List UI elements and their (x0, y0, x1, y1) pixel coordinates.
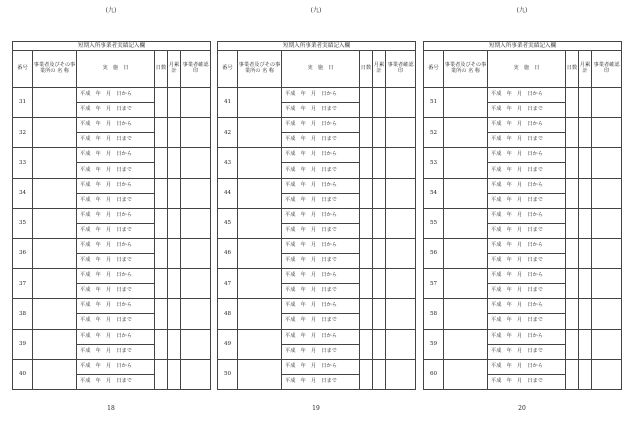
provider-seal-cell[interactable] (181, 88, 211, 118)
record-number: 52 (424, 118, 444, 148)
record-number: 32 (13, 118, 33, 148)
period-to[interactable]: 平成 年 月 日まで (282, 223, 360, 238)
period-from[interactable]: 平成 年 月 日から (488, 359, 566, 374)
table-title: 短期入所事業者実績記入欄 (218, 42, 416, 51)
header-monthly-total: 月累計 (168, 51, 181, 88)
period-from[interactable]: 平成 年 月 日から (282, 329, 360, 344)
header-period: 実 施 日 (488, 51, 566, 88)
monthly-total-cell[interactable] (168, 208, 181, 238)
page-number: 18 (107, 405, 115, 412)
record-number: 37 (13, 269, 33, 299)
days-cell[interactable] (155, 118, 168, 148)
period-to[interactable]: 平成 年 月 日まで (77, 374, 155, 389)
table-row (424, 148, 622, 163)
table-row (218, 118, 416, 133)
table-row (218, 178, 416, 193)
provider-name-cell[interactable] (444, 88, 488, 118)
provider-seal-cell[interactable] (386, 329, 416, 359)
period-from[interactable]: 平成 年 月 日から (77, 88, 155, 103)
provider-seal-cell[interactable] (181, 359, 211, 389)
table-row (218, 329, 416, 344)
provider-name-cell[interactable] (238, 329, 282, 359)
header-number: 番号 (218, 51, 238, 88)
provider-seal-cell[interactable] (386, 118, 416, 148)
period-from[interactable]: 平成 年 月 日から (77, 148, 155, 163)
record-number: 54 (424, 178, 444, 208)
provider-name-cell[interactable] (238, 118, 282, 148)
provider-name-cell[interactable] (444, 299, 488, 329)
monthly-total-cell[interactable] (168, 329, 181, 359)
days-cell[interactable] (360, 329, 373, 359)
header-confirmation-seal: 事業者確認印 (592, 51, 622, 88)
period-from[interactable]: 平成 年 月 日から (77, 359, 155, 374)
provider-seal-cell[interactable] (386, 88, 416, 118)
provider-name-cell[interactable] (33, 359, 77, 389)
table-row (218, 299, 416, 314)
period-to[interactable]: 平成 年 月 日まで (77, 103, 155, 118)
monthly-total-cell[interactable] (168, 299, 181, 329)
provider-seal-cell[interactable] (592, 299, 622, 329)
header-provider: 事業者及びその事業所の 名 称 (444, 51, 488, 88)
table-row (424, 118, 622, 133)
provider-name-cell[interactable] (33, 118, 77, 148)
provider-name-cell[interactable] (238, 178, 282, 208)
provider-seal-cell[interactable] (592, 329, 622, 359)
provider-name-cell[interactable] (444, 118, 488, 148)
monthly-total-cell[interactable] (373, 269, 386, 299)
monthly-total-cell[interactable] (579, 269, 592, 299)
monthly-total-cell[interactable] (579, 148, 592, 178)
days-cell[interactable] (566, 238, 579, 268)
days-cell[interactable] (155, 208, 168, 238)
period-from[interactable]: 平成 年 月 日から (282, 178, 360, 193)
provider-seal-cell[interactable] (181, 238, 211, 268)
form-page (217, 0, 415, 440)
table-row (218, 88, 416, 103)
provider-seal-cell[interactable] (592, 118, 622, 148)
provider-seal-cell[interactable] (181, 118, 211, 148)
provider-name-cell[interactable] (238, 88, 282, 118)
table-row (218, 238, 416, 253)
period-from[interactable]: 平成 年 月 日から (282, 88, 360, 103)
monthly-total-cell[interactable] (373, 88, 386, 118)
header-number: 番号 (424, 51, 444, 88)
header-days: 日数 (360, 51, 373, 88)
record-number: 34 (13, 178, 33, 208)
provider-seal-cell[interactable] (181, 269, 211, 299)
period-to[interactable]: 平成 年 月 日まで (282, 254, 360, 269)
monthly-total-cell[interactable] (579, 118, 592, 148)
days-cell[interactable] (155, 178, 168, 208)
form-page (12, 0, 210, 440)
table-row (424, 238, 622, 253)
table-row (424, 329, 622, 344)
header-period: 実 施 日 (77, 51, 155, 88)
monthly-total-cell[interactable] (373, 118, 386, 148)
record-number: 46 (218, 238, 238, 268)
days-cell[interactable] (155, 238, 168, 268)
header-monthly-total: 月累計 (579, 51, 592, 88)
period-to[interactable]: 平成 年 月 日まで (488, 284, 566, 299)
provider-name-cell[interactable] (444, 269, 488, 299)
provider-seal-cell[interactable] (592, 148, 622, 178)
days-cell[interactable] (155, 299, 168, 329)
period-to[interactable]: 平成 年 月 日まで (77, 344, 155, 359)
record-number: 51 (424, 88, 444, 118)
table-row (218, 148, 416, 163)
monthly-total-cell[interactable] (373, 329, 386, 359)
period-to[interactable]: 平成 年 月 日まで (282, 374, 360, 389)
record-number: 49 (218, 329, 238, 359)
period-from[interactable]: 平成 年 月 日から (488, 238, 566, 253)
period-from[interactable]: 平成 年 月 日から (282, 269, 360, 284)
monthly-total-cell[interactable] (168, 269, 181, 299)
table-row (218, 359, 416, 374)
provider-name-cell[interactable] (238, 148, 282, 178)
days-cell[interactable] (155, 269, 168, 299)
provider-seal-cell[interactable] (181, 178, 211, 208)
record-number: 45 (218, 208, 238, 238)
provider-name-cell[interactable] (33, 299, 77, 329)
period-from[interactable]: 平成 年 月 日から (282, 208, 360, 223)
provider-name-cell[interactable] (238, 238, 282, 268)
monthly-total-cell[interactable] (168, 118, 181, 148)
provider-name-cell[interactable] (33, 329, 77, 359)
days-cell[interactable] (566, 299, 579, 329)
record-number: 39 (13, 329, 33, 359)
header-confirmation-seal: 事業者確認印 (386, 51, 416, 88)
table-row (218, 269, 416, 284)
provider-name-cell[interactable] (33, 269, 77, 299)
header-period: 実 施 日 (282, 51, 360, 88)
provider-name-cell[interactable] (238, 208, 282, 238)
record-number: 53 (424, 148, 444, 178)
provider-seal-cell[interactable] (386, 208, 416, 238)
period-to[interactable]: 平成 年 月 日まで (488, 344, 566, 359)
record-table (423, 41, 622, 390)
monthly-total-cell[interactable] (168, 178, 181, 208)
section-marker: (九) (516, 7, 528, 14)
record-number: 31 (13, 88, 33, 118)
period-to[interactable]: 平成 年 月 日まで (77, 254, 155, 269)
period-from[interactable]: 平成 年 月 日から (282, 148, 360, 163)
days-cell[interactable] (566, 178, 579, 208)
period-to[interactable]: 平成 年 月 日まで (282, 133, 360, 148)
header-provider: 事業者及びその事業所の 名 称 (238, 51, 282, 88)
provider-seal-cell[interactable] (592, 178, 622, 208)
monthly-total-cell[interactable] (579, 359, 592, 389)
period-from[interactable]: 平成 年 月 日から (488, 299, 566, 314)
days-cell[interactable] (155, 148, 168, 178)
period-to[interactable]: 平成 年 月 日まで (488, 223, 566, 238)
table-row (424, 88, 622, 103)
provider-name-cell[interactable] (444, 178, 488, 208)
record-number: 57 (424, 269, 444, 299)
period-from[interactable]: 平成 年 月 日から (77, 238, 155, 253)
provider-seal-cell[interactable] (181, 299, 211, 329)
provider-seal-cell[interactable] (386, 269, 416, 299)
table-row (218, 208, 416, 223)
provider-name-cell[interactable] (444, 148, 488, 178)
period-from[interactable]: 平成 年 月 日から (77, 299, 155, 314)
provider-name-cell[interactable] (33, 238, 77, 268)
record-number: 36 (13, 238, 33, 268)
period-from[interactable]: 平成 年 月 日から (77, 329, 155, 344)
period-from[interactable]: 平成 年 月 日から (282, 118, 360, 133)
period-to[interactable]: 平成 年 月 日まで (488, 133, 566, 148)
days-cell[interactable] (566, 359, 579, 389)
record-number: 50 (218, 359, 238, 389)
monthly-total-cell[interactable] (579, 208, 592, 238)
period-from[interactable]: 平成 年 月 日から (488, 148, 566, 163)
days-cell[interactable] (360, 299, 373, 329)
period-from[interactable]: 平成 年 月 日から (282, 238, 360, 253)
record-number: 55 (424, 208, 444, 238)
provider-name-cell[interactable] (238, 299, 282, 329)
record-number: 60 (424, 359, 444, 389)
table-row (13, 269, 211, 284)
monthly-total-cell[interactable] (579, 238, 592, 268)
period-to[interactable]: 平成 年 月 日まで (282, 103, 360, 118)
record-number: 43 (218, 148, 238, 178)
table-row (13, 238, 211, 253)
days-cell[interactable] (155, 329, 168, 359)
period-from[interactable]: 平成 年 月 日から (488, 208, 566, 223)
monthly-total-cell[interactable] (168, 148, 181, 178)
period-from[interactable]: 平成 年 月 日から (77, 208, 155, 223)
provider-name-cell[interactable] (444, 359, 488, 389)
table-row (424, 359, 622, 374)
period-from[interactable]: 平成 年 月 日から (282, 359, 360, 374)
provider-seal-cell[interactable] (181, 148, 211, 178)
days-cell[interactable] (566, 208, 579, 238)
record-number: 42 (218, 118, 238, 148)
record-number: 33 (13, 148, 33, 178)
table-row (424, 208, 622, 223)
days-cell[interactable] (155, 88, 168, 118)
period-to[interactable]: 平成 年 月 日まで (77, 133, 155, 148)
monthly-total-cell[interactable] (579, 88, 592, 118)
provider-seal-cell[interactable] (386, 178, 416, 208)
days-cell[interactable] (360, 359, 373, 389)
period-to[interactable]: 平成 年 月 日まで (77, 314, 155, 329)
provider-seal-cell[interactable] (181, 329, 211, 359)
header-days: 日数 (155, 51, 168, 88)
days-cell[interactable] (360, 238, 373, 268)
table-row (13, 359, 211, 374)
provider-name-cell[interactable] (444, 208, 488, 238)
period-from[interactable]: 平成 年 月 日から (282, 299, 360, 314)
table-title: 短期入所事業者実績記入欄 (13, 42, 211, 51)
days-cell[interactable] (360, 208, 373, 238)
monthly-total-cell[interactable] (579, 329, 592, 359)
period-to[interactable]: 平成 年 月 日まで (488, 314, 566, 329)
period-to[interactable]: 平成 年 月 日まで (77, 223, 155, 238)
days-cell[interactable] (566, 329, 579, 359)
provider-name-cell[interactable] (33, 178, 77, 208)
table-row (13, 178, 211, 193)
provider-name-cell[interactable] (444, 238, 488, 268)
header-monthly-total: 月累計 (373, 51, 386, 88)
table-row (13, 329, 211, 344)
record-table (12, 41, 211, 390)
days-cell[interactable] (360, 148, 373, 178)
period-to[interactable]: 平成 年 月 日まで (282, 163, 360, 178)
monthly-total-cell[interactable] (373, 238, 386, 268)
monthly-total-cell[interactable] (168, 238, 181, 268)
record-number: 35 (13, 208, 33, 238)
period-from[interactable]: 平成 年 月 日から (488, 88, 566, 103)
period-to[interactable]: 平成 年 月 日まで (488, 254, 566, 269)
days-cell[interactable] (360, 178, 373, 208)
days-cell[interactable] (566, 118, 579, 148)
page-number: 20 (518, 405, 526, 412)
provider-seal-cell[interactable] (592, 88, 622, 118)
period-to[interactable]: 平成 年 月 日まで (77, 284, 155, 299)
provider-name-cell[interactable] (33, 208, 77, 238)
monthly-total-cell[interactable] (373, 299, 386, 329)
table-title: 短期入所事業者実績記入欄 (424, 42, 622, 51)
table-row (424, 178, 622, 193)
provider-seal-cell[interactable] (592, 208, 622, 238)
provider-name-cell[interactable] (238, 359, 282, 389)
period-to[interactable]: 平成 年 月 日まで (488, 103, 566, 118)
period-to[interactable]: 平成 年 月 日まで (282, 314, 360, 329)
header-confirmation-seal: 事業者確認印 (181, 51, 211, 88)
provider-seal-cell[interactable] (592, 238, 622, 268)
form-page (423, 0, 621, 440)
header-days: 日数 (566, 51, 579, 88)
table-row (13, 148, 211, 163)
record-number: 56 (424, 238, 444, 268)
days-cell[interactable] (360, 118, 373, 148)
table-row (424, 269, 622, 284)
header-number: 番号 (13, 51, 33, 88)
monthly-total-cell[interactable] (579, 178, 592, 208)
section-marker: (九) (105, 7, 117, 14)
record-number: 44 (218, 178, 238, 208)
record-number: 40 (13, 359, 33, 389)
provider-seal-cell[interactable] (592, 269, 622, 299)
period-to[interactable]: 平成 年 月 日まで (282, 344, 360, 359)
period-from[interactable]: 平成 年 月 日から (488, 178, 566, 193)
record-number: 58 (424, 299, 444, 329)
monthly-total-cell[interactable] (373, 208, 386, 238)
period-to[interactable]: 平成 年 月 日まで (77, 163, 155, 178)
provider-name-cell[interactable] (33, 88, 77, 118)
header-provider: 事業者及びその事業所の 名 称 (33, 51, 77, 88)
provider-seal-cell[interactable] (386, 359, 416, 389)
period-to[interactable]: 平成 年 月 日まで (282, 193, 360, 208)
record-number: 38 (13, 299, 33, 329)
provider-name-cell[interactable] (238, 269, 282, 299)
monthly-total-cell[interactable] (168, 88, 181, 118)
period-to[interactable]: 平成 年 月 日まで (488, 193, 566, 208)
table-row (13, 299, 211, 314)
provider-seal-cell[interactable] (181, 208, 211, 238)
table-row (13, 118, 211, 133)
period-to[interactable]: 平成 年 月 日まで (488, 163, 566, 178)
monthly-total-cell[interactable] (579, 299, 592, 329)
provider-seal-cell[interactable] (386, 148, 416, 178)
monthly-total-cell[interactable] (168, 359, 181, 389)
period-to[interactable]: 平成 年 月 日まで (488, 374, 566, 389)
period-from[interactable]: 平成 年 月 日から (488, 118, 566, 133)
days-cell[interactable] (566, 148, 579, 178)
provider-name-cell[interactable] (33, 148, 77, 178)
days-cell[interactable] (566, 88, 579, 118)
period-to[interactable]: 平成 年 月 日まで (282, 284, 360, 299)
days-cell[interactable] (155, 359, 168, 389)
days-cell[interactable] (360, 88, 373, 118)
record-table (217, 41, 416, 390)
table-row (424, 299, 622, 314)
days-cell[interactable] (360, 269, 373, 299)
provider-seal-cell[interactable] (592, 359, 622, 389)
provider-seal-cell[interactable] (386, 299, 416, 329)
table-row (13, 208, 211, 223)
provider-name-cell[interactable] (444, 329, 488, 359)
record-number: 59 (424, 329, 444, 359)
period-from[interactable]: 平成 年 月 日から (77, 178, 155, 193)
monthly-total-cell[interactable] (373, 359, 386, 389)
record-number: 41 (218, 88, 238, 118)
page-number: 19 (312, 405, 320, 412)
section-marker: (九) (310, 7, 322, 14)
period-from[interactable]: 平成 年 月 日から (488, 329, 566, 344)
period-from[interactable]: 平成 年 月 日から (77, 118, 155, 133)
monthly-total-cell[interactable] (373, 178, 386, 208)
provider-seal-cell[interactable] (386, 238, 416, 268)
period-from[interactable]: 平成 年 月 日から (77, 269, 155, 284)
table-row (13, 88, 211, 103)
monthly-total-cell[interactable] (373, 148, 386, 178)
period-from[interactable]: 平成 年 月 日から (488, 269, 566, 284)
record-number: 48 (218, 299, 238, 329)
period-to[interactable]: 平成 年 月 日まで (77, 193, 155, 208)
record-number: 47 (218, 269, 238, 299)
days-cell[interactable] (566, 269, 579, 299)
